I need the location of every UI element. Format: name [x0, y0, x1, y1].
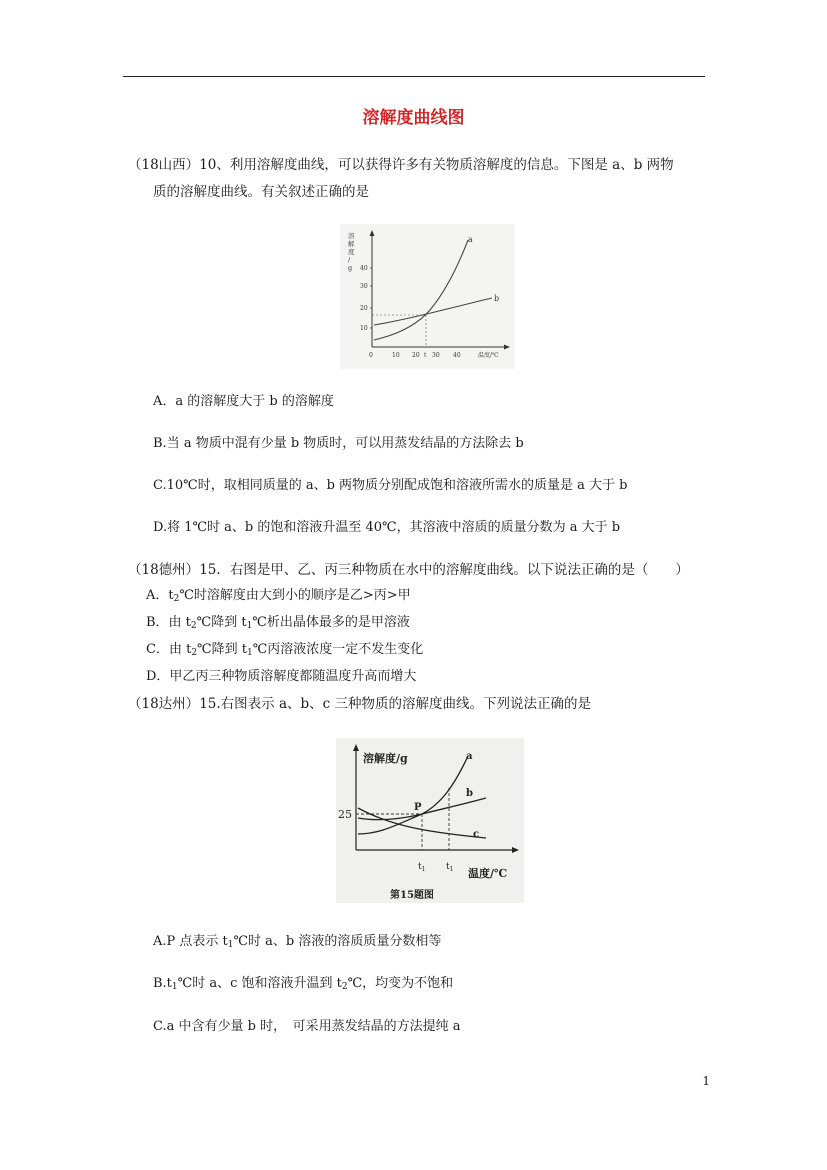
q1-stem-line1: （18山西）10、利用溶解度曲线，可以获得许多有关物质溶解度的信息。下图是 a、b 两物: [128, 157, 674, 173]
q3-label-b: b: [466, 788, 473, 799]
q1-option-a: A．a 的溶解度大于 b 的溶解度: [153, 394, 334, 409]
q1-ytick-30: 30: [360, 283, 368, 290]
q1-label-a: a: [468, 235, 473, 244]
q1-source: （18山西）: [128, 157, 200, 173]
page-title: 溶解度曲线图: [362, 108, 465, 128]
q1-xtick-30: 30: [432, 352, 440, 359]
q3-point-p: P: [414, 802, 422, 813]
page-number: 1: [702, 1074, 710, 1088]
q1-option-c: C.10℃时，取相同质量的 a、b 两物质分别配成饱和溶液所需水的质量是 a 大于 b: [153, 478, 628, 493]
header-rule: [123, 76, 705, 77]
q3-option-a: A.P 点表示 $t_1℃$时 a、b 溶液的溶质质量分数相等: [153, 934, 442, 950]
q3-label-c: c: [473, 829, 480, 840]
q3-option-c: C.a 中含有少量 b 时， 可采用蒸发结晶的方法提纯 a: [153, 1019, 461, 1034]
q1-ytick-40: 40: [360, 265, 368, 272]
q3-xtick-t2: $t_1$: [446, 862, 454, 873]
q1-xtick-0: 0: [369, 352, 373, 359]
q2-option-d: D．甲乙丙三种物质溶解度都随温度升高而增大: [146, 669, 417, 684]
q1-option-d: D.将 1℃时 a、b 的饱和溶液升温至 40℃，其溶液中溶质的质量分数为 a 大于 b: [153, 520, 621, 535]
q3-ytick-25: 25: [338, 808, 352, 821]
q2-option-a: A．$t_2℃$时溶解度由大到小的顺序是乙>丙>甲: [146, 588, 411, 604]
q3-option-b: $B.t_1℃$时 a、c 饱和溶液升温到 $t_2℃$，均变为不饱和: [153, 976, 454, 992]
q3-solubility-chart: [336, 738, 524, 903]
q3-xlabel: 温度/℃: [468, 867, 508, 880]
q2-stem: （18德州）15．右图是甲、乙、丙三种物质在水中的溶解度曲线。以下说法正确的是（ ）: [128, 562, 689, 578]
q3-xtick-t1: $t_1$: [418, 862, 426, 873]
q3-caption: 第15题图: [390, 890, 434, 901]
q2-source: （18德州）: [128, 562, 200, 578]
q1-xtick-t: t: [424, 352, 427, 359]
q3-ylabel: 溶解度/g: [363, 752, 408, 765]
q1-label-b: b: [494, 294, 500, 303]
q1-ytick-10: 10: [360, 325, 368, 332]
q3-stem: （18达州）15.右图表示 a、b、c 三种物质的溶解度曲线。下列说法正确的是: [128, 696, 591, 712]
q1-option-b: B.当 a 物质中混有少量 b 物质时，可以用蒸发结晶的方法除去 b: [153, 436, 524, 451]
q3-source: （18达州）: [128, 696, 200, 712]
q3-label-a: a: [466, 751, 473, 762]
q1-stem-line2: 质的溶解度曲线。有关叙述正确的是: [153, 184, 369, 200]
q1-solubility-chart: [340, 224, 515, 369]
q1-xtick-20: 20: [412, 352, 420, 359]
q2-option-b: B．由 $t_2℃$降到 $t_1℃$析出晶体最多的是甲溶液: [146, 615, 410, 631]
q1-xlabel: 温度/℃: [478, 352, 499, 359]
q2-option-c: C．由 $t_2℃$降到 $t_1℃$丙溶液浓度一定不发生变化: [146, 642, 424, 658]
q1-ylabel: 溶解度/ g: [348, 232, 355, 272]
q1-xtick-10: 10: [392, 352, 400, 359]
q1-ytick-20: 20: [360, 305, 368, 312]
q1-xtick-40: 40: [453, 352, 461, 359]
